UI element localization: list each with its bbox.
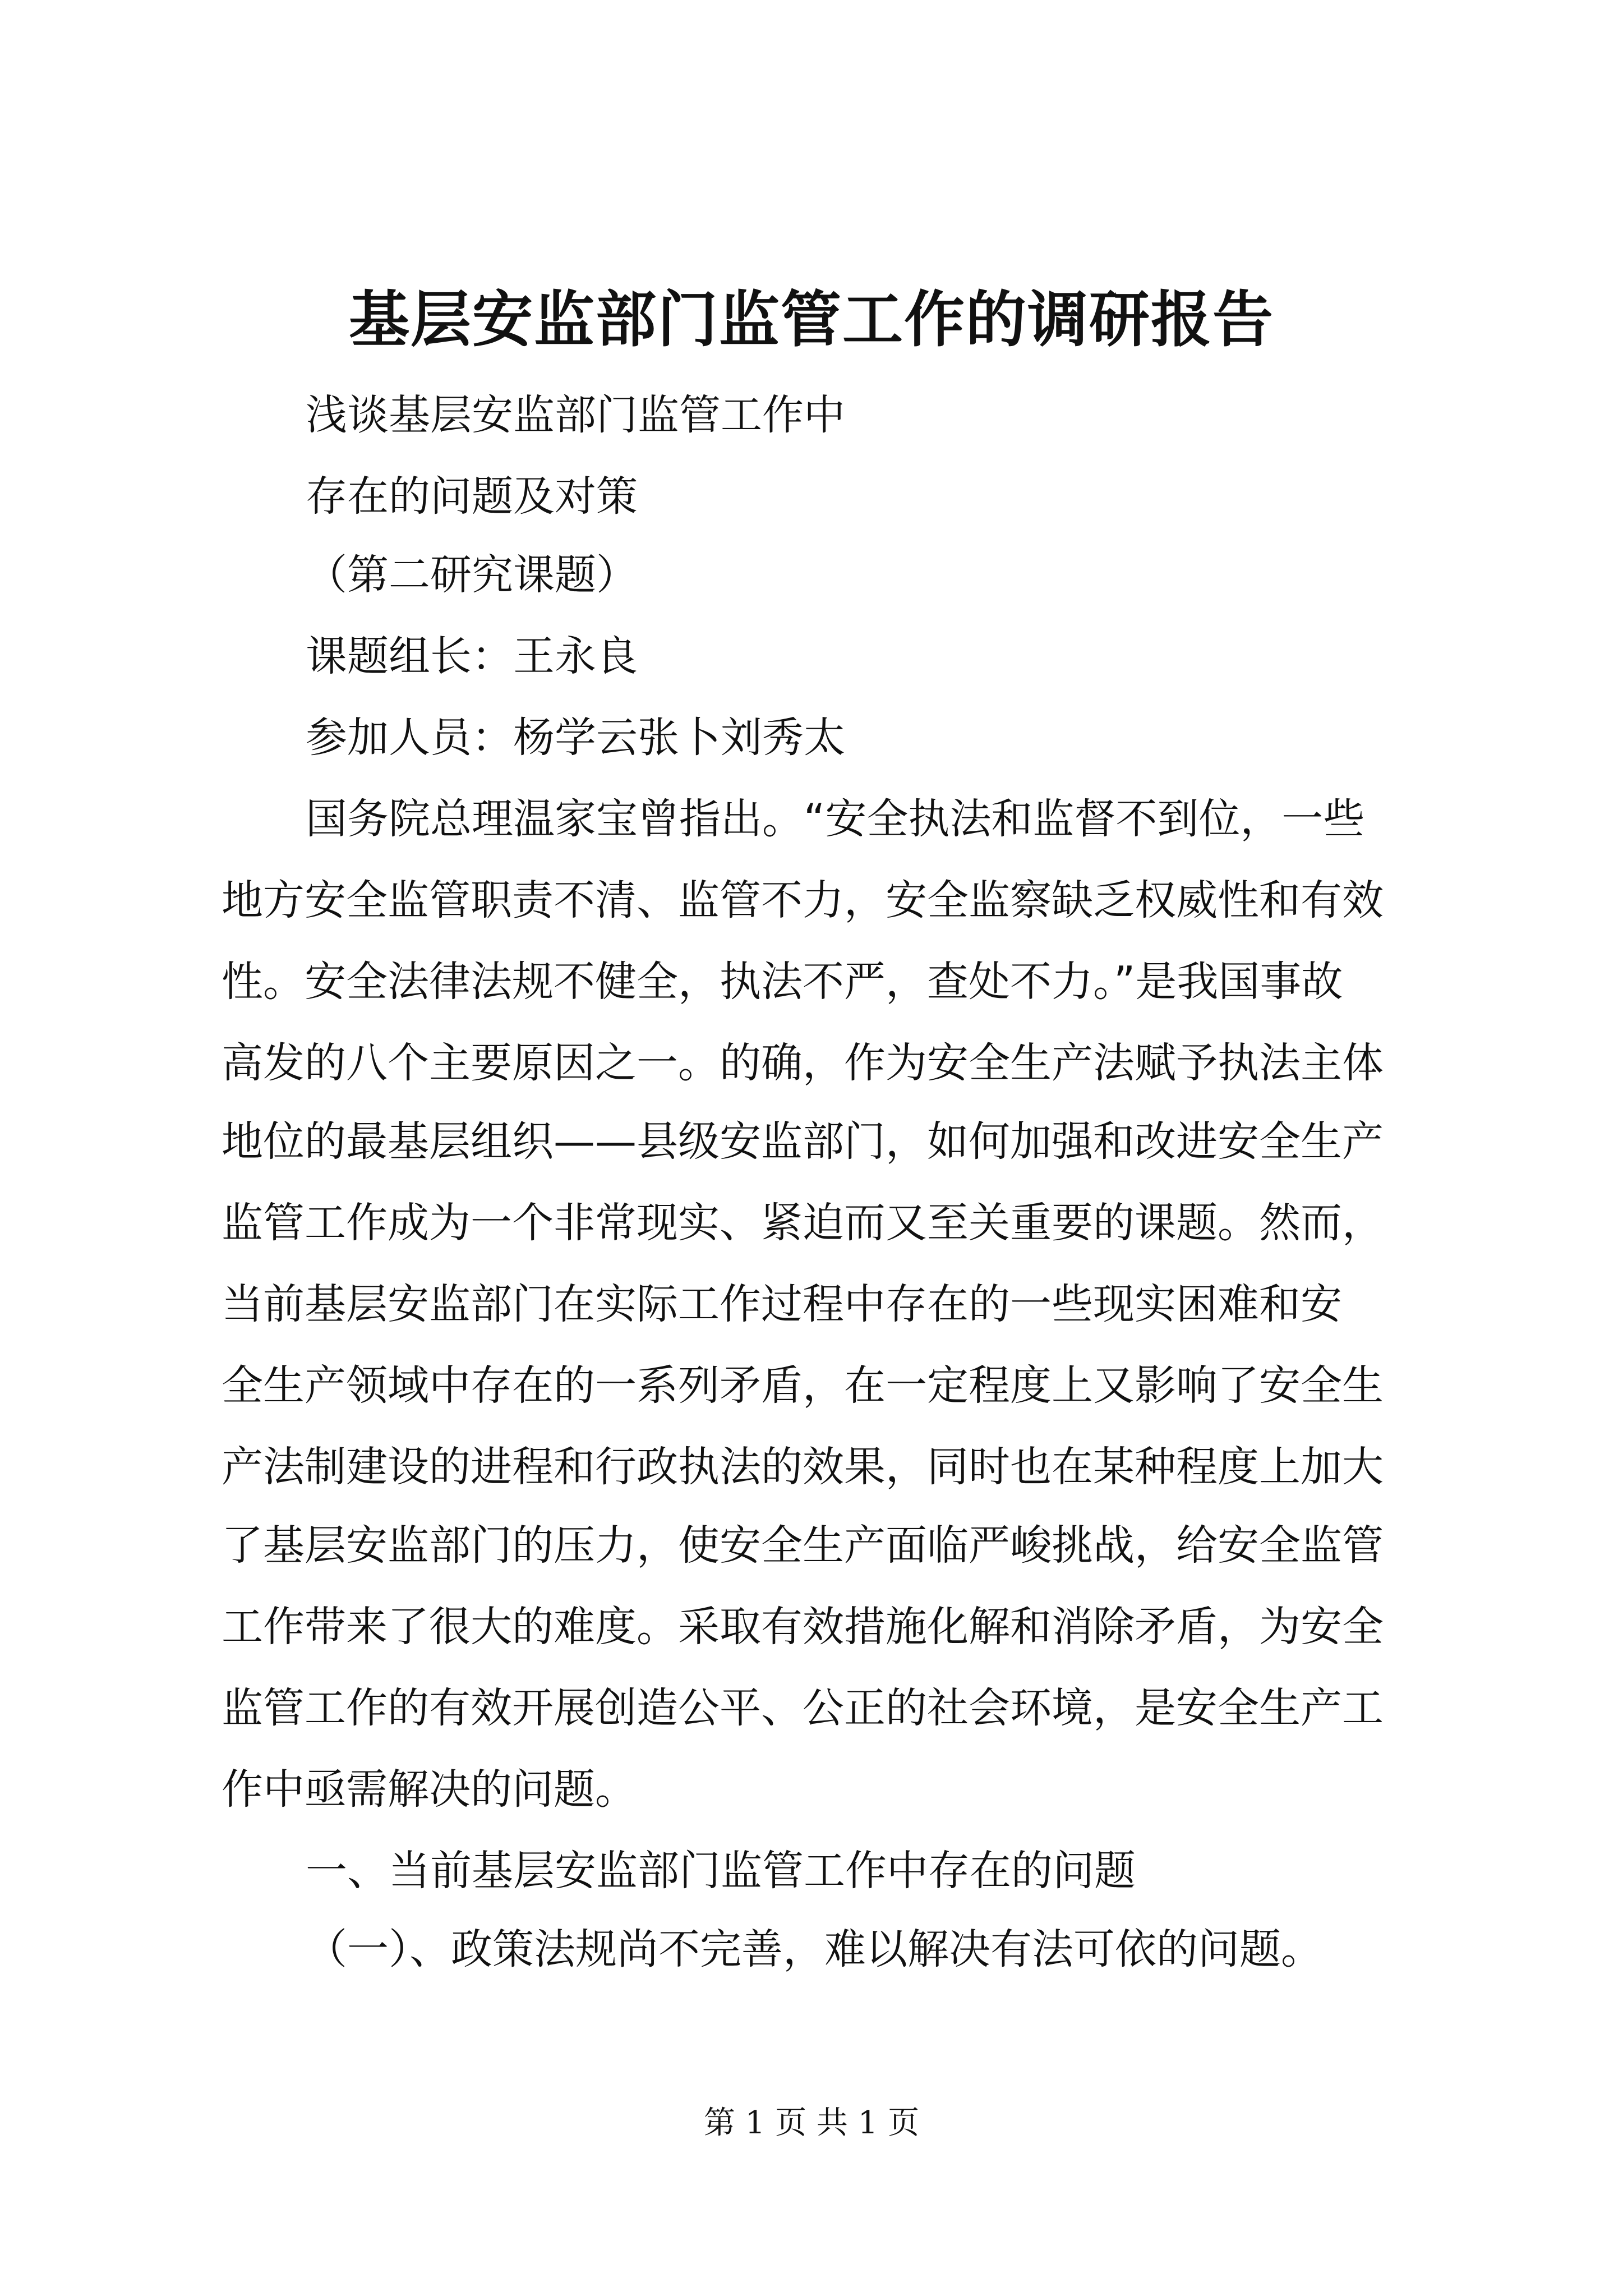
body-line: 全生产领域中存在的一系列矛盾，在一定程度上又影响了安全生 (222, 1361, 1384, 1410)
body-line: 监管工作的有效开展创造公平、公正的社会环境，是安全生产工 (222, 1684, 1384, 1732)
subtitle-line-1: 浅谈基层安监部门监管工作中 (306, 391, 845, 439)
document-title: 基层安监部门监管工作的调研报告 (348, 284, 1274, 355)
body-line: 工作带来了很大的难度。采取有效措施化解和消除矛盾，为安全 (222, 1603, 1384, 1651)
leader-line: 课题组长：王永良 (306, 632, 638, 680)
subtitle-line-2: 存在的问题及对策 (306, 472, 638, 521)
body-line: 国务院总理温家宝曾指出。“安全执法和监督不到位，一些 (306, 795, 1365, 843)
section-heading: 一、当前基层安监部门监管工作中存在的问题 (306, 1847, 1136, 1895)
body-line: 当前基层安监部门在实际工作过程中存在的一些现实困难和安 (222, 1280, 1342, 1328)
body-line: 性。安全法律法规不健全，执法不严，查处不力。”是我国事故 (222, 958, 1343, 1006)
body-line: 高发的八个主要原因之一。的确，作为安全生产法赋予执法主体 (222, 1039, 1384, 1087)
body-line: 了基层安监部门的压力，使安全生产面临严峻挑战，给安全监管 (222, 1521, 1384, 1570)
body-line: 地位的最基层组织——县级安监部门，如何加强和改进安全生产 (222, 1117, 1384, 1166)
body-line: 作中亟需解决的问题。 (222, 1765, 637, 1814)
body-line: 地方安全监管职责不清、监管不力，安全监察缺乏权威性和有效 (222, 876, 1384, 924)
body-line: 监管工作成为一个非常现实、紧迫而又至关重要的课题。然而， (222, 1199, 1384, 1247)
subsection-heading: （一）、政策法规尚不完善，难以解决有法可依的问题。 (306, 1925, 1322, 1973)
page-footer: 第 1 页 共 1 页 (703, 2105, 920, 2141)
topic-note: （第二研究课题） (306, 551, 638, 599)
body-line: 产法制建设的进程和行政执法的效果，同时也在某种程度上加大 (222, 1443, 1384, 1491)
members-line: 参加人员：杨学云张卜刘秀太 (306, 714, 845, 762)
